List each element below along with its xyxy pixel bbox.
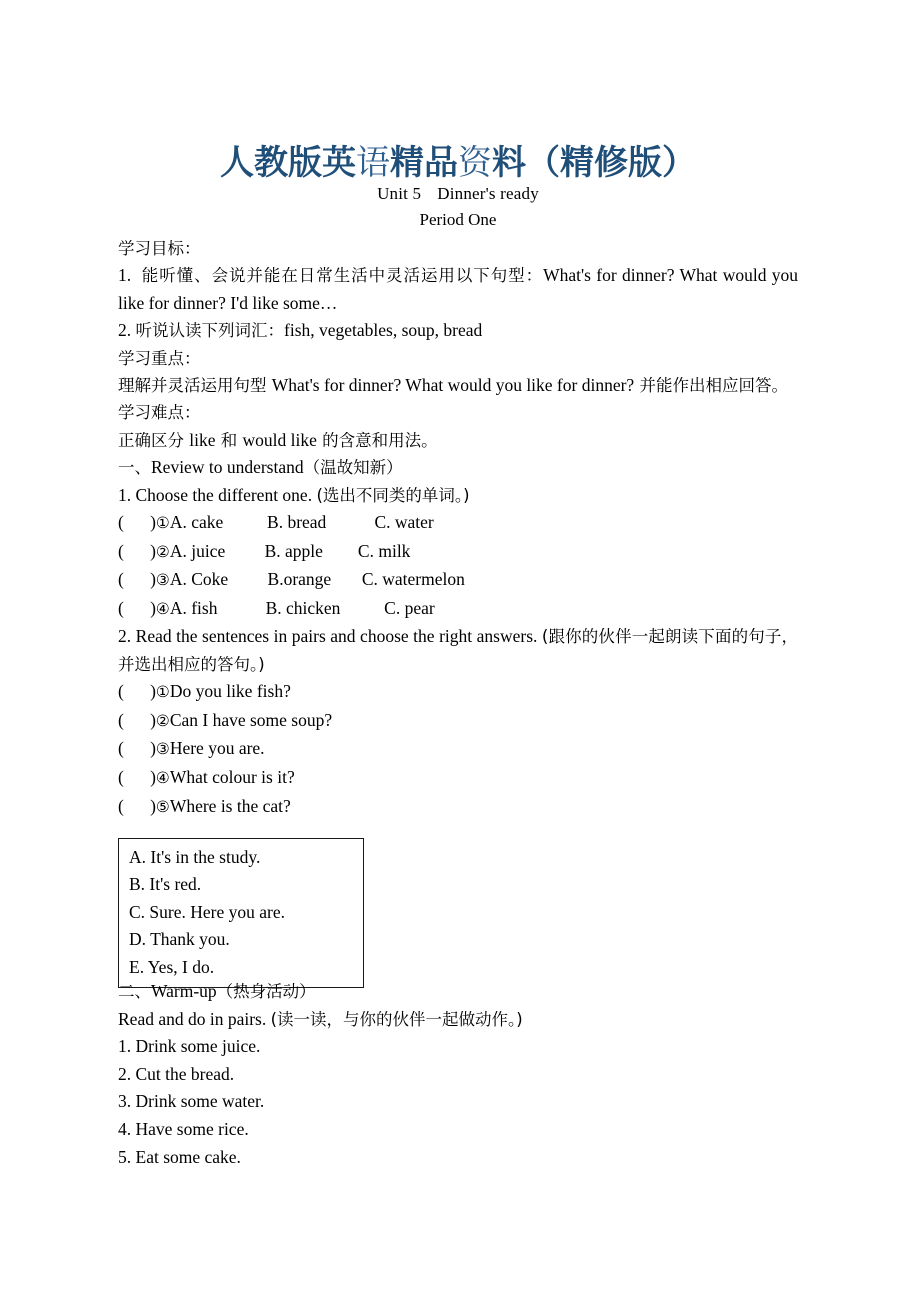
answer-blank-9[interactable]: ( ) xyxy=(118,795,156,816)
objectives-heading: 学习目标： xyxy=(118,239,201,258)
warmup-item-1: 1. Drink some juice. xyxy=(118,1036,261,1057)
section-one-title-en: Review to understand xyxy=(151,457,304,478)
section-one-heading xyxy=(118,454,798,481)
section-two-instruction xyxy=(118,1006,798,1034)
task1-instruction-en: Choose the different one. xyxy=(135,484,313,505)
task2-sentence-5: Where is the cat? xyxy=(169,795,291,816)
task2-instruction xyxy=(118,623,798,678)
task2-row-4[interactable] xyxy=(118,764,798,793)
answer-blank-2[interactable]: ( ) xyxy=(118,540,156,561)
task2-sentence-3: Here you are. xyxy=(169,738,265,759)
banner-segment-2: 语 xyxy=(356,143,390,183)
task1-option-c-3[interactable]: C. watermelon xyxy=(361,569,465,590)
task2-sentence-4: What colour is it? xyxy=(169,767,295,788)
difficulties-cn-2: 和 xyxy=(215,430,243,450)
section-two-instruction-en: Read and do in pairs. xyxy=(118,1008,267,1029)
task2-sentence-1: Do you like fish? xyxy=(169,681,291,702)
task2-row-2[interactable] xyxy=(118,707,798,736)
task2-sentence-2: Can I have some soup? xyxy=(169,709,333,730)
objective-2-cn: 听说认读下列词汇： xyxy=(135,321,284,341)
key-points-heading: 学习重点： xyxy=(118,348,201,368)
task1-option-a-3[interactable]: A. Coke xyxy=(169,569,229,590)
task1-option-b-4[interactable]: B. chicken xyxy=(265,597,341,618)
item-marker-6: ② xyxy=(155,711,170,730)
item-marker-7: ③ xyxy=(155,740,170,759)
task1-option-c-4[interactable]: C. pear xyxy=(384,597,435,618)
warmup-item-2: 2. Cut the bread. xyxy=(118,1063,235,1084)
item-marker-3: ③ xyxy=(155,571,170,590)
objective-item-2 xyxy=(118,317,798,344)
difficulties-en-2: would like xyxy=(242,429,317,450)
difficulties-heading: 学习难点： xyxy=(118,403,201,423)
task1-row-1[interactable] xyxy=(118,509,798,538)
item-marker-9: ⑤ xyxy=(155,797,170,816)
warmup-item-3: 3. Drink some water. xyxy=(118,1091,265,1112)
item-marker-8: ④ xyxy=(155,769,170,788)
task1-row-4[interactable] xyxy=(118,595,798,624)
task1-option-a-2[interactable]: A. juice xyxy=(169,540,226,561)
answer-blank-4[interactable]: ( ) xyxy=(118,597,156,618)
key-points-cn-tail: 并能作出相应回答。 xyxy=(634,376,788,396)
task2-instruction-cn: (跟你的伙伴一起朗读下面的句子，并选出相应的答句。) xyxy=(118,627,799,674)
task1-number: 1. xyxy=(118,484,132,505)
answer-blank-7[interactable]: ( ) xyxy=(118,738,156,759)
section-two-heading xyxy=(118,978,798,1006)
item-marker-4: ④ xyxy=(155,599,170,618)
item-marker-2: ② xyxy=(155,542,170,561)
document-body xyxy=(118,235,798,821)
task2-row-1[interactable] xyxy=(118,678,798,707)
task2-instruction-en: Read the sentences in pairs and choose the right answers. xyxy=(135,626,538,647)
banner-segment-3: 精品 xyxy=(390,143,458,183)
objective-1-number: 1. xyxy=(118,265,132,286)
answer-blank-8[interactable]: ( ) xyxy=(118,767,156,788)
key-points-cn-lead: 理解并灵活运用句型 xyxy=(118,376,272,396)
section-one-title-cn: （温故知新） xyxy=(303,458,403,478)
unit-name: Dinner's ready xyxy=(437,184,539,203)
difficulties-en-1: like xyxy=(189,429,216,450)
period-heading: Period One xyxy=(419,210,497,229)
warmup-item-4: 4. Have some rice. xyxy=(118,1118,249,1139)
task2-row-3[interactable] xyxy=(118,735,798,764)
answer-bank-item-a: A. It's in the study. xyxy=(129,847,261,867)
answer-blank-3[interactable]: ( ) xyxy=(118,569,156,590)
difficulties-body xyxy=(118,427,798,454)
key-points-body xyxy=(118,372,798,399)
task1-option-c-1[interactable]: C. water xyxy=(374,512,434,533)
section-two xyxy=(118,978,798,1171)
difficulties-cn-3: 的含意和用法。 xyxy=(316,430,438,450)
answer-bank-item-d: D. Thank you. xyxy=(129,929,230,950)
task1-option-a-4[interactable]: A. fish xyxy=(169,597,218,618)
banner-segment-6: （精修版） xyxy=(526,143,696,183)
task1-option-a-1[interactable]: A. cake xyxy=(169,512,224,533)
objective-item-1 xyxy=(118,262,798,317)
banner-segment-5: 料 xyxy=(492,143,526,183)
objective-2-number: 2. xyxy=(118,320,132,341)
answer-bank-item-e: E. Yes, I do. xyxy=(129,956,215,977)
objective-1-en: What's for dinner? What would you like for dinner? I'd like some… xyxy=(118,265,799,313)
section-two-title-en: Warm-up xyxy=(151,981,217,1001)
item-marker-5: ① xyxy=(155,683,170,702)
banner-segment-1: 人教版英 xyxy=(220,143,356,183)
task1-instruction xyxy=(118,482,798,509)
banner-segment-4: 资 xyxy=(458,143,492,183)
task2-number: 2. xyxy=(118,626,132,647)
task1-row-2[interactable] xyxy=(118,538,798,567)
task1-option-b-3[interactable]: B.orange xyxy=(267,569,332,590)
answer-bank-item-b: B. It's red. xyxy=(129,874,202,895)
item-marker-1: ① xyxy=(155,514,170,533)
answer-bank-item-c: C. Sure. Here you are. xyxy=(129,901,285,922)
objective-1-cn: 能听懂、会说并能在日常生活中灵活运用以下句型： xyxy=(141,266,544,286)
unit-heading xyxy=(118,181,798,207)
answer-blank-5[interactable]: ( ) xyxy=(118,681,156,702)
section-two-number: 二、 xyxy=(118,982,151,1001)
difficulties-cn-1: 正确区分 xyxy=(118,430,190,450)
section-one-number: 一、 xyxy=(118,458,151,478)
section-two-instruction-cn: (读一读，与你的伙伴一起做动作。) xyxy=(270,1009,523,1029)
task1-row-3[interactable] xyxy=(118,566,798,595)
objective-2-en: fish, vegetables, soup, bread xyxy=(284,320,483,341)
unit-number: Unit 5 xyxy=(377,184,422,203)
answer-bank-box xyxy=(118,838,364,988)
task2-row-5[interactable] xyxy=(118,793,798,822)
answer-blank-1[interactable]: ( ) xyxy=(118,512,156,533)
section-two-title-cn: （热身活动） xyxy=(216,982,316,1001)
task1-option-b-2[interactable]: B. apple xyxy=(264,540,323,561)
task1-option-c-2[interactable]: C. milk xyxy=(357,540,411,561)
key-points-en: What's for dinner? What would you like for dinner? xyxy=(271,375,635,396)
task1-instruction-cn: (选出不同类的单词。) xyxy=(316,485,470,505)
answer-blank-6[interactable]: ( ) xyxy=(118,709,156,730)
task1-option-b-1[interactable]: B. bread xyxy=(267,512,327,533)
banner-title xyxy=(118,142,798,184)
warmup-item-5: 5. Eat some cake. xyxy=(118,1146,241,1167)
